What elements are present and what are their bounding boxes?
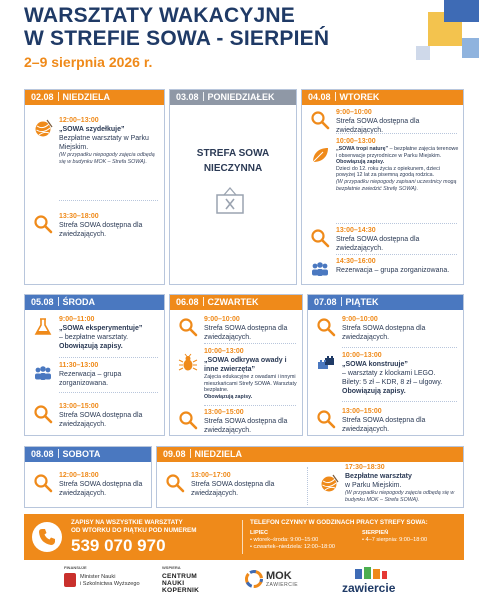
leaf-icon <box>310 145 330 165</box>
event-signup: Obowiązują zapisy. <box>336 159 385 166</box>
event-signup: Obowiązują zapisy. <box>59 343 123 350</box>
event-text: Bezpłatne warsztaty w Parku Miejskim. <box>59 135 149 151</box>
phone-icon <box>32 522 62 552</box>
event-text: Strefa SOWA dostępna dla zwiedzających. <box>342 325 426 341</box>
magnifier-icon <box>178 410 198 430</box>
event-time: 12:00–18:00 <box>59 472 99 479</box>
event-item <box>308 315 463 342</box>
ck-line-3: KOPERNIK <box>162 587 200 595</box>
financing-label: FINANSUJE <box>64 565 87 570</box>
day-date: 06.08 <box>176 297 199 307</box>
day-card-header <box>308 295 463 310</box>
decor-square-pale <box>416 46 430 60</box>
event-text: Strefa SOWA dostępna dla zwiedzających. <box>59 481 143 497</box>
ministry-line-1: Minister Nauki <box>80 574 116 580</box>
magnifier-icon <box>310 110 330 130</box>
day-card-header <box>157 447 463 462</box>
event-item <box>302 108 463 135</box>
day-weekday: ŚRODA <box>62 297 96 307</box>
event-text: Strefa SOWA dostępna dla zwiedzających. <box>191 481 275 497</box>
event-item <box>170 347 302 400</box>
yarn-ball-icon <box>319 473 339 493</box>
event-name: Bezpłatne warsztaty <box>345 473 412 480</box>
event-signup: Obowiązują zapisy. <box>342 388 406 395</box>
day-weekday: PONIEDZIAŁEK <box>207 92 275 102</box>
city-logo: zawiercie <box>342 581 396 595</box>
event-item <box>302 137 463 192</box>
decor-square-blue <box>444 0 479 22</box>
ck-line-2: NAUKI <box>162 580 185 588</box>
event-item <box>25 402 164 429</box>
event-item <box>25 361 164 388</box>
signup-line-1: ZAPISY NA WSZYSTKIE WARSZTATY <box>71 519 183 526</box>
day-date: 05.08 <box>31 297 54 307</box>
people-icon <box>33 363 53 383</box>
event-time: 9:00–10:00 <box>204 316 240 323</box>
event-desc: Zajęcia edukacyjne z owadami i innymi mieszkańcami Strefy SOWA. Warsztaty bezpłatne. <box>204 374 297 394</box>
event-time: 12:00–13:00 <box>59 117 99 124</box>
event-time: 13:30–18:00 <box>59 213 99 220</box>
day-weekday: CZWARTEK <box>207 297 259 307</box>
mok-sub: ZAWIERCIE <box>266 582 299 588</box>
event-text: Strefa SOWA dostępna dla zwiedzających. <box>342 417 426 433</box>
day-weekday: NIEDZIELA <box>62 92 111 102</box>
event-text: w Parku Miejskim. <box>345 482 402 489</box>
event-item <box>170 408 302 435</box>
closed-line-2: NIECZYNNA <box>203 163 263 174</box>
event-time: 13:00–14:30 <box>336 227 376 234</box>
decor-square-lightblue <box>462 38 479 58</box>
magnifier-icon <box>316 317 336 337</box>
title-line-2: W STREFIE SOWA - SIERPIEŃ <box>24 27 330 50</box>
closed-sign-icon <box>215 186 245 214</box>
eagle-emblem-icon <box>64 573 76 587</box>
day-weekday: NIEDZIELA <box>194 449 243 459</box>
title-line-1: WARSZTATY WAKACYJNE <box>24 4 295 27</box>
day-card-02-08 <box>24 89 165 285</box>
signup-label <box>71 519 231 534</box>
people-icon <box>310 259 330 279</box>
flask-icon <box>33 317 53 337</box>
mok-ring-icon <box>244 569 264 589</box>
event-name: „SOWA odkrywa owady i inne zwierzęta” <box>204 357 287 373</box>
ck-line-1: CENTRUM <box>162 573 198 580</box>
event-text: Strefa SOWA dostępna dla zwiedzających. <box>336 118 420 134</box>
event-item <box>302 226 463 253</box>
event-time: 13:00–15:00 <box>59 403 99 410</box>
hours-august-line-1: • 4–7 sierpnia: 9:00–18:00 <box>362 537 428 544</box>
day-date: 04.08 <box>308 92 331 102</box>
magnifier-icon <box>316 409 336 429</box>
hours-august-title: SIERPIEŃ <box>362 530 389 536</box>
day-card-header <box>25 90 164 105</box>
event-item <box>25 471 151 498</box>
day-card-07-08 <box>307 294 464 436</box>
day-card-04-08 <box>301 89 464 285</box>
day-date: 02.08 <box>31 92 54 102</box>
event-text-2: Dzieci do 12. roku życia z opiekunem, dzieci powyżej 12 lat za pisemną zgodą rodzica. <box>336 165 440 179</box>
magnifier-icon <box>310 228 330 248</box>
day-card-header <box>25 447 151 462</box>
event-time: 9:00–10:00 <box>342 316 378 323</box>
day-date: 03.08 <box>176 92 199 102</box>
event-time: 10:00–13:00 <box>342 352 382 359</box>
day-card-09-08 <box>156 446 464 508</box>
day-card-header <box>25 295 164 310</box>
event-text-2: Bilety: 5 zł – KDR, 8 zł – ulgowy. <box>342 379 443 386</box>
city-emblem-icon <box>354 566 388 580</box>
event-item <box>308 407 463 434</box>
bricks-icon <box>316 353 336 373</box>
event-text: Strefa SOWA dostępna dla zwiedzających. <box>336 236 420 252</box>
date-range: 2–9 sierpnia 2026 r. <box>24 54 153 70</box>
event-time: 9:00–11:00 <box>59 316 95 323</box>
event-time: 13:00–17:00 <box>191 472 231 479</box>
magnifier-icon <box>165 473 185 493</box>
event-text: Strefa SOWA dostępna dla zwiedzających. <box>59 222 143 238</box>
day-card-05-08 <box>24 294 165 436</box>
event-time: 13:00–15:00 <box>204 409 244 416</box>
magnifier-icon <box>178 317 198 337</box>
event-note: (W przypadku niepogody zajęcia odbędą się w budynku MOK – Strefa SOWA). <box>345 490 455 503</box>
magnifier-icon <box>33 473 53 493</box>
ministry-line-2: i Szkolnictwa Wyższego <box>80 580 140 587</box>
day-card-header <box>302 90 463 105</box>
event-text: Rezerwacja – grupa zorganizowana. <box>59 371 122 387</box>
event-item <box>308 351 463 396</box>
day-weekday: WTOREK <box>339 92 380 102</box>
phone-hours-title: TELEFON CZYNNY W GODZINACH PRACY STREFY SOWA: <box>250 519 428 526</box>
event-name: „SOWA konstruuje” <box>342 361 408 368</box>
hours-july-line-1: • wtorek–środa: 9:00–15:00 <box>250 537 319 544</box>
copernicus-logo <box>162 573 199 595</box>
event-item <box>170 315 302 342</box>
event-item <box>25 315 164 351</box>
signup-footer <box>24 514 464 560</box>
magnifier-icon <box>33 214 53 234</box>
event-time: 17:30–18:30 <box>345 464 385 471</box>
day-date: 08.08 <box>31 449 54 459</box>
day-date: 09.08 <box>163 449 186 459</box>
day-card-header <box>170 295 302 310</box>
event-item <box>302 257 463 275</box>
bug-icon <box>178 353 198 373</box>
day-weekday: PIĄTEK <box>345 297 379 307</box>
event-name: „SOWA tropi naturę” <box>336 146 389 152</box>
event-text: Strefa SOWA dostępna dla zwiedzających. <box>204 325 288 341</box>
day-card-06-08 <box>169 294 303 436</box>
ministry-logo <box>80 574 140 587</box>
phone-number[interactable]: 539 070 970 <box>71 536 166 555</box>
day-date: 07.08 <box>314 297 337 307</box>
event-text: Strefa SOWA dostępna dla zwiedzających. <box>59 412 143 428</box>
signup-line-2: OD WTORKU DO PIĄTKU POD NUMEREM <box>71 526 197 534</box>
event-time: 10:00–13:00 <box>204 348 244 355</box>
magnifier-icon <box>33 404 53 424</box>
hours-july-line-2: • czwartek–niedziela: 12:00–18:00 <box>250 544 335 551</box>
hours-july <box>250 530 335 552</box>
event-signup: Obowiązują zapisy. <box>204 393 253 400</box>
event-item <box>25 116 164 165</box>
hours-august <box>362 530 427 544</box>
day-card-03-08 <box>169 89 297 285</box>
event-note: (W przypadku niepogody zapisani uczestnicy mogą bezpłatnie zwiedzić Strefę SOWA). <box>336 178 457 192</box>
event-name: „SOWA szydełkuje” <box>59 126 125 133</box>
event-name: „SOWA eksperymentuje” <box>59 325 143 332</box>
day-weekday: SOBOTA <box>62 449 101 459</box>
page-header <box>24 4 404 70</box>
event-time: 11:30–13:00 <box>59 362 99 369</box>
event-text: – warsztaty z klockami LEGO. <box>342 370 436 377</box>
event-note: (W przypadku niepogody zajęcia odbędą się w budynku MOK – Strefa SOWA). <box>59 152 155 165</box>
event-text: Strefa SOWA dostępna dla zwiedzających. <box>204 418 288 434</box>
mok-logo: MOK <box>266 570 292 582</box>
closed-line-1: STREFA SOWA <box>196 148 270 159</box>
event-time: 13:00–15:00 <box>342 408 382 415</box>
event-item <box>157 471 305 498</box>
day-card-08-08 <box>24 446 152 508</box>
event-time: 10:00–13:00 <box>336 138 376 145</box>
yarn-ball-icon <box>33 118 53 138</box>
event-text: – bezpłatne warsztaty. <box>59 334 129 341</box>
event-item <box>311 463 461 503</box>
support-label: WSPIERA <box>162 565 181 570</box>
event-item <box>25 212 164 239</box>
sponsor-logos <box>0 560 479 600</box>
event-text: Rezerwacja – grupa zorganizowana. <box>336 267 450 274</box>
event-time: 9:00–10:00 <box>336 109 372 116</box>
event-text: – bezpłatne zajęcia terenowe i obserwacje przyrodnicze w Parku Miejskim. <box>336 146 459 159</box>
event-time: 14:30–16:00 <box>336 258 376 265</box>
hours-july-title: LIPIEC <box>250 530 269 536</box>
day-card-header <box>170 90 296 105</box>
closed-notice <box>170 146 296 176</box>
